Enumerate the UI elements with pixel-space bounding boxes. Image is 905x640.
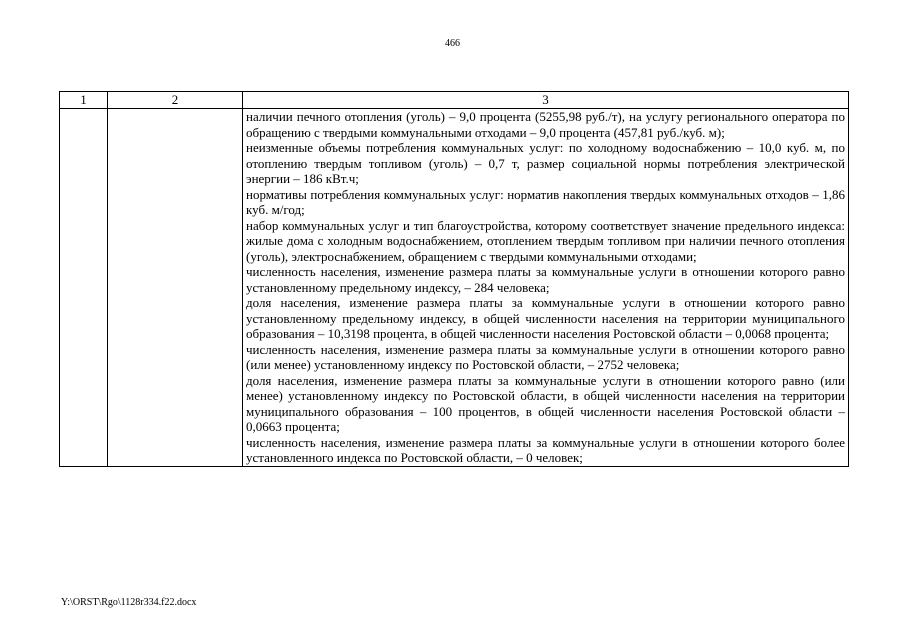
- paragraph-share-equal: доля населения, изменение размера платы за коммунальные услуги в отношении которого равно установленному предельному индексу, в общей численности населения на территории муниципального образования – 10,3198 процента, в общей численности населения Ростовской области – 0,0068 процента;: [246, 295, 845, 341]
- column-3-cell: [243, 109, 849, 467]
- paragraph-consumption-norms: нормативы потребления коммунальных услуг: норматив накопления твердых коммунальных отходов – 1,86 куб. м/год;: [246, 186, 845, 217]
- table-header-row: [60, 92, 849, 109]
- paragraph-share-less: доля населения, изменение размера платы за коммунальные услуги в отношении которого равно (или менее) установленному индексу по Ростовской области, в общей численности населения на территории муниципального образования – 100 процентов, в общей численности населения Ростовской области – 0,0663 процента;: [246, 372, 845, 434]
- column-header-1: 1: [60, 92, 108, 109]
- column-1-cell: [60, 109, 108, 467]
- table-row: [60, 109, 849, 467]
- column-header-2: 2: [108, 92, 243, 109]
- paragraph-services-set: набор коммунальных услуг и тип благоустройства, которому соответствует значение предельного индекса: жилые дома с холодным водоснабжением, отоплением твердым топливом при наличии печного отопления (уголь), электроснабжением, обращением с твердыми коммунальными отходами;: [246, 217, 845, 264]
- page-number: 466: [445, 38, 460, 49]
- content-table: [59, 91, 849, 467]
- paragraph-population-equal: численность населения, изменение размера платы за коммунальные услуги в отношении которого равно установленному предельному индексу, – 284 человека;: [246, 264, 845, 295]
- footer-file-path: Y:\ORST\Rgo\1128r334.f22.docx: [61, 597, 197, 608]
- paragraph-population-less: численность населения, изменение размера платы за коммунальные услуги в отношении которого равно (или менее) установленному индексу по Ростовской области, – 2752 человека;: [246, 341, 845, 372]
- paragraph-heating-indices: наличии печного отопления (уголь) – 9,0 процента (5255,98 руб./т), на услугу регионального оператора по обращению с твердыми коммунальными отходами – 9,0 процента (457,81 руб./куб. м);: [246, 109, 845, 140]
- paragraph-consumption-volumes: неизменные объемы потребления коммунальных услуг: по холодному водоснабжению – 10,0 куб. м, по отоплению твердым топливом (уголь) – 0,7 т, размер социальной нормы потребления электрической энергии – 186 кВт.ч;: [246, 140, 845, 186]
- paragraph-population-more: численность населения, изменение размера платы за коммунальные услуги в отношении которого более установленного индекса по Ростовской области, – 0 человек;: [246, 434, 845, 465]
- column-2-cell: [108, 109, 243, 467]
- column-header-3: 3: [243, 92, 849, 109]
